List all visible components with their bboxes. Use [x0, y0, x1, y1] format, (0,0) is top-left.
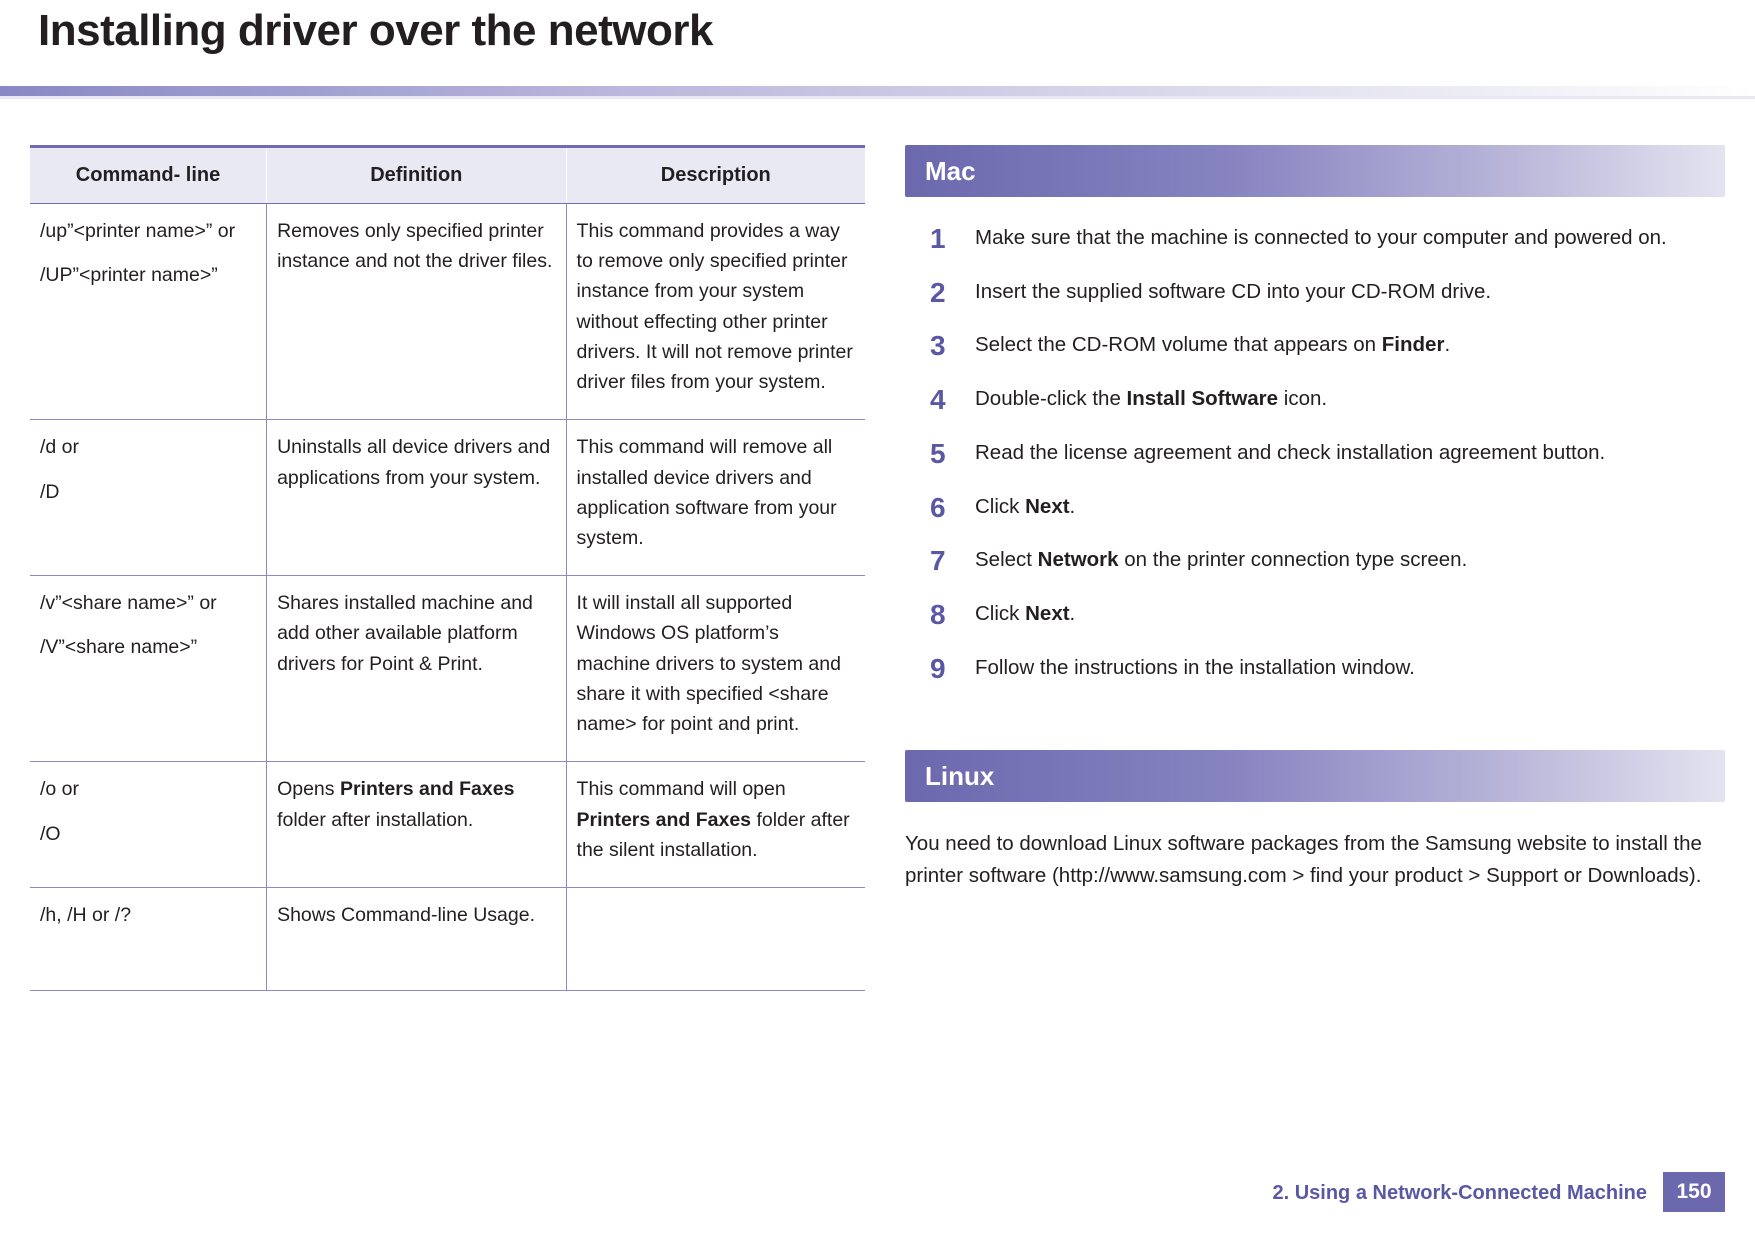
definition-part: Opens — [277, 778, 340, 801]
cell-description — [566, 887, 865, 990]
cell-command-line — [30, 204, 267, 420]
cell-definition: Removes only specified printer instance and not the driver files. — [267, 204, 566, 420]
step-number: 6 — [930, 491, 946, 523]
cell-description: This command provides a way to remove only specified printer instance from your system without effecting other printer drivers. It will not remove printer driver files from your system. — [566, 204, 865, 420]
definition-part-bold: Printers and Faxes — [339, 778, 515, 801]
step-text: Click Next. — [975, 602, 1076, 626]
list-item — [905, 277, 1725, 307]
step-text: Read the license agreement and check installation agreement button. — [975, 440, 1606, 464]
column-header-description: Description — [566, 147, 865, 204]
step-text: Click Next. — [975, 494, 1076, 518]
table-row — [30, 762, 865, 888]
left-column — [30, 145, 870, 991]
cell-definition: Shows Command-line Usage. — [267, 887, 566, 990]
list-item — [905, 438, 1725, 468]
page-footer — [0, 1172, 1755, 1216]
column-header-definition: Definition — [267, 147, 566, 204]
cell-definition: Uninstalls all device drivers and applications from your system. — [267, 420, 566, 576]
description-part: folder after the silent installation. — [576, 808, 850, 861]
command-line-text: /D — [40, 480, 60, 503]
command-line-table — [30, 145, 865, 991]
step-text: Insert the supplied software CD into your CD-ROM drive. — [975, 279, 1492, 303]
table-header-row — [30, 147, 865, 204]
command-line-text: /o or — [40, 778, 80, 801]
mac-steps-list — [905, 223, 1725, 682]
step-text: Select Network on the printer connection type screen. — [975, 548, 1468, 572]
step-text: Select the CD-ROM volume that appears on Finder. — [975, 333, 1451, 357]
cell-definition — [267, 762, 566, 888]
page-title: Installing driver over the network — [38, 6, 713, 55]
cell-description — [566, 762, 865, 888]
command-line-text: /O — [40, 822, 61, 845]
table-row — [30, 204, 865, 420]
step-emphasis: Install Software — [1126, 387, 1279, 411]
header-divider — [0, 86, 1755, 96]
column-header-command-line: Command- line — [30, 147, 267, 204]
description-part: This command will open — [576, 778, 786, 801]
table-row — [30, 887, 865, 990]
section-heading-linux-label: Linux — [925, 761, 995, 792]
step-emphasis: Network — [1037, 548, 1119, 572]
definition-part: folder after installation. — [277, 808, 474, 831]
section-heading-linux — [905, 750, 1725, 802]
cell-description: It will install all supported Windows OS platform’s machine drivers to system and share it with specified <share name> for point and print. — [566, 576, 865, 762]
list-item — [905, 330, 1725, 360]
cell-description: This command will remove all installed device drivers and application software from your system. — [566, 420, 865, 576]
cell-definition: Shares installed machine and add other available platform drivers for Point & Print. — [267, 576, 566, 762]
step-number: 9 — [930, 652, 946, 684]
footer-page-number: 150 — [1663, 1172, 1725, 1212]
step-text: Follow the instructions in the installation window. — [975, 655, 1415, 679]
command-line-text: /v”<share name>” or — [40, 592, 217, 615]
step-number: 5 — [930, 437, 946, 469]
header-divider-secondary — [0, 96, 1755, 99]
step-number: 2 — [930, 276, 946, 308]
table-row — [30, 420, 865, 576]
step-emphasis: Next — [1025, 494, 1070, 518]
step-number: 8 — [930, 599, 946, 631]
list-item — [905, 599, 1725, 629]
step-number: 1 — [930, 223, 946, 254]
command-line-text: /up”<printer name>” or — [40, 220, 236, 242]
table-row — [30, 576, 865, 762]
step-number: 4 — [930, 384, 946, 416]
list-item — [905, 653, 1725, 683]
list-item — [905, 545, 1725, 575]
step-number: 7 — [930, 545, 946, 577]
step-emphasis: Finder — [1381, 333, 1445, 357]
linux-paragraph: You need to download Linux software packages from the Samsung website to install the printer software (http://www.samsung.com > find your product > Support or Downloads). — [905, 832, 1702, 888]
footer-chapter-label: 2. Using a Network-Connected Machine — [1272, 1182, 1647, 1204]
section-heading-mac — [905, 145, 1725, 197]
section-spacer — [905, 706, 1725, 750]
step-number: 3 — [930, 330, 946, 362]
step-emphasis: Next — [1025, 602, 1070, 626]
list-item — [905, 492, 1725, 522]
cell-command-line — [30, 887, 267, 990]
right-column — [905, 145, 1725, 892]
cell-command-line — [30, 420, 267, 576]
command-line-text: /d or — [40, 436, 80, 459]
command-line-text: /h, /H or /? — [40, 903, 132, 926]
cell-command-line — [30, 762, 267, 888]
step-text: Double-click the Install Software icon. — [975, 387, 1328, 411]
list-item — [905, 223, 1725, 253]
list-item — [905, 384, 1725, 414]
section-heading-mac-label: Mac — [925, 156, 976, 186]
command-line-text: /UP”<printer name>” — [40, 264, 218, 287]
step-text: Make sure that the machine is connected to your computer and powered on. — [975, 226, 1667, 249]
description-part-bold: Printers and Faxes — [576, 808, 752, 831]
cell-command-line — [30, 576, 267, 762]
command-line-text: /V”<share name>” — [40, 636, 198, 659]
